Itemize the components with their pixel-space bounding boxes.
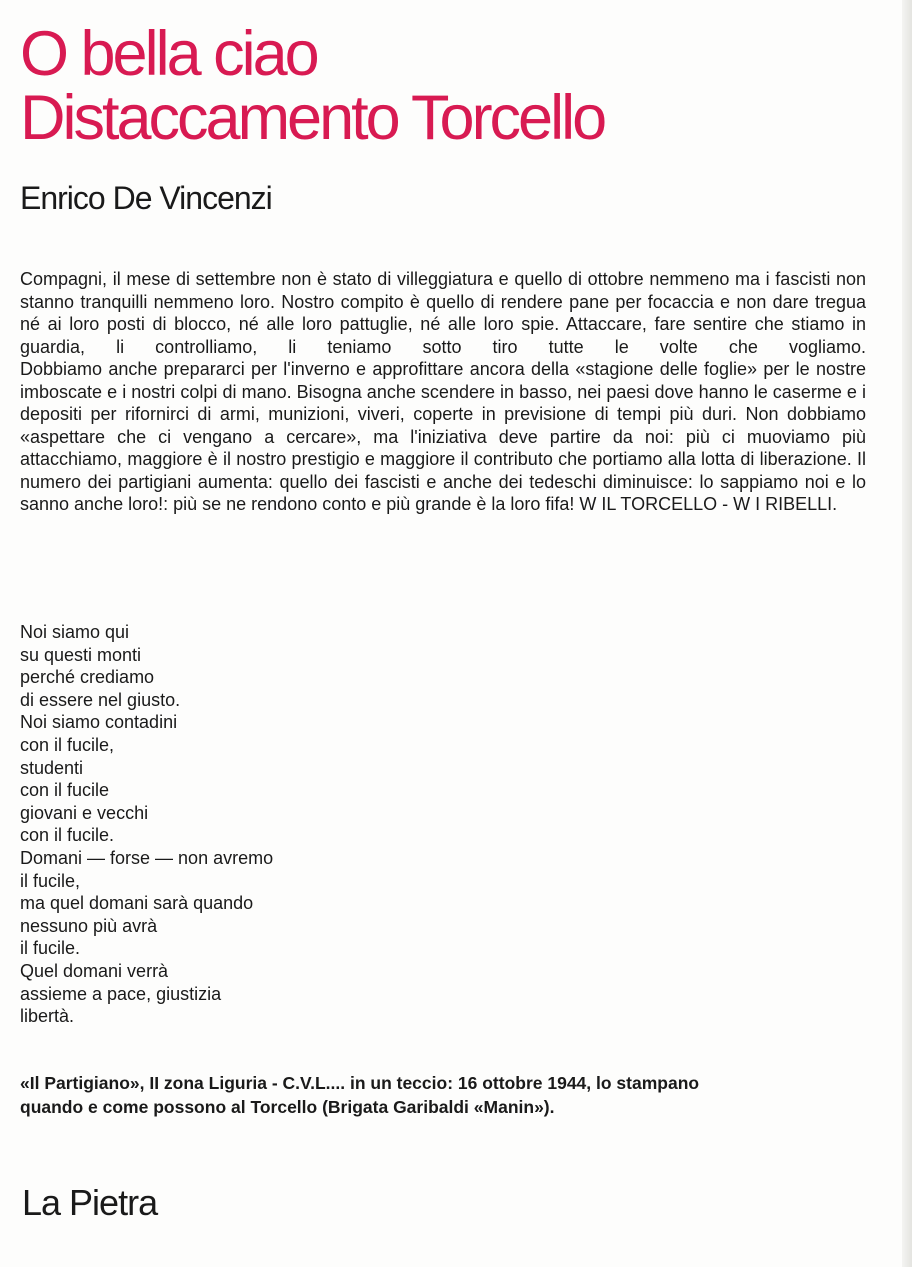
poem-line: Noi siamo contadini xyxy=(20,712,178,733)
poem-line: su questi monti xyxy=(20,644,142,665)
publisher-name: La Pietra xyxy=(22,1182,158,1223)
poem-line: il fucile. xyxy=(20,938,81,959)
poem-line: Quel domani verrà xyxy=(20,960,169,981)
poem-line: libertà. xyxy=(20,1006,75,1027)
prose-excerpt xyxy=(20,268,866,516)
poem-line: Noi siamo qui xyxy=(20,622,130,642)
poem-line: di essere nel giusto. xyxy=(20,689,181,710)
poem xyxy=(20,621,273,1028)
poem-line: il fucile, xyxy=(20,870,81,891)
poem-line: assieme a pace, giustizia xyxy=(20,983,222,1004)
poem-line: ma quel domani sarà quando xyxy=(20,893,254,914)
poem-line: perché crediamo xyxy=(20,667,155,688)
page-edge-shadow xyxy=(902,0,912,1267)
poem-line: con il fucile, xyxy=(20,734,115,755)
source-citation xyxy=(20,1071,866,1119)
poem-line: studenti xyxy=(20,757,84,778)
prose-paragraph: Dobbiamo anche prepararci per l'inverno e approfittare ancora della «stagione delle foglie» per le nostre imboscate e i nostri colpi di mano. Bisogna anche scendere in basso, nei paesi dove hanno le caserme e i depositi per rifornirci di armi, munizioni, viveri, coperte in previsione di tempi più duri. Non dobbiamo «aspettare che ci vengano a cercare», ma l'iniziativa deve partire da noi: più ci muoviamo più attacchiamo, maggiore è il nostro prestigio e maggiore il contributo che portiamo alla lotta di liberazione. Il numero dei partigiani aumenta: quello dei fascisti e anche dei tedeschi diminuisce: lo sappiamo noi e lo sanno anche loro!: più se ne rendono conto e più grande è la loro fifa! W IL TORCELLO - W I RIBELLI. xyxy=(20,359,866,514)
poem-line: con il fucile. xyxy=(20,825,115,846)
book-title-line-2: Distaccamento Torcello xyxy=(20,83,605,153)
poem-line: giovani e vecchi xyxy=(20,802,149,823)
poem-line: con il fucile xyxy=(20,780,110,801)
prose-paragraph: Compagni, il mese di settembre non è stato di villeggiatura e quello di ottobre nemmeno ma i fascisti non stanno tranquilli nemmeno loro. Nostro compito è quello di rendere pane per focaccia e non dare tregua né ai loro posti di blocco, né alle loro pattuglie, né alle loro spie. Attaccare, fare sentire che stiamo in guardia, li controlliamo, li teniamo sotto tiro tutte le volte che vogliamo. xyxy=(20,269,866,357)
poem-line: Domani — forse — non avremo xyxy=(20,847,274,868)
book-title xyxy=(20,19,605,153)
author-name: Enrico De Vincenzi xyxy=(20,180,272,216)
poem-line: nessuno più avrà xyxy=(20,915,158,936)
source-line: «Il Partigiano», II zona Liguria - C.V.L.... in un teccio: 16 ottobre 1944, lo stampano xyxy=(20,1073,700,1093)
book-title-line-1: O bella ciao xyxy=(20,19,317,89)
source-line: quando e come possono al Torcello (Brigata Garibaldi «Manin»). xyxy=(20,1097,555,1117)
